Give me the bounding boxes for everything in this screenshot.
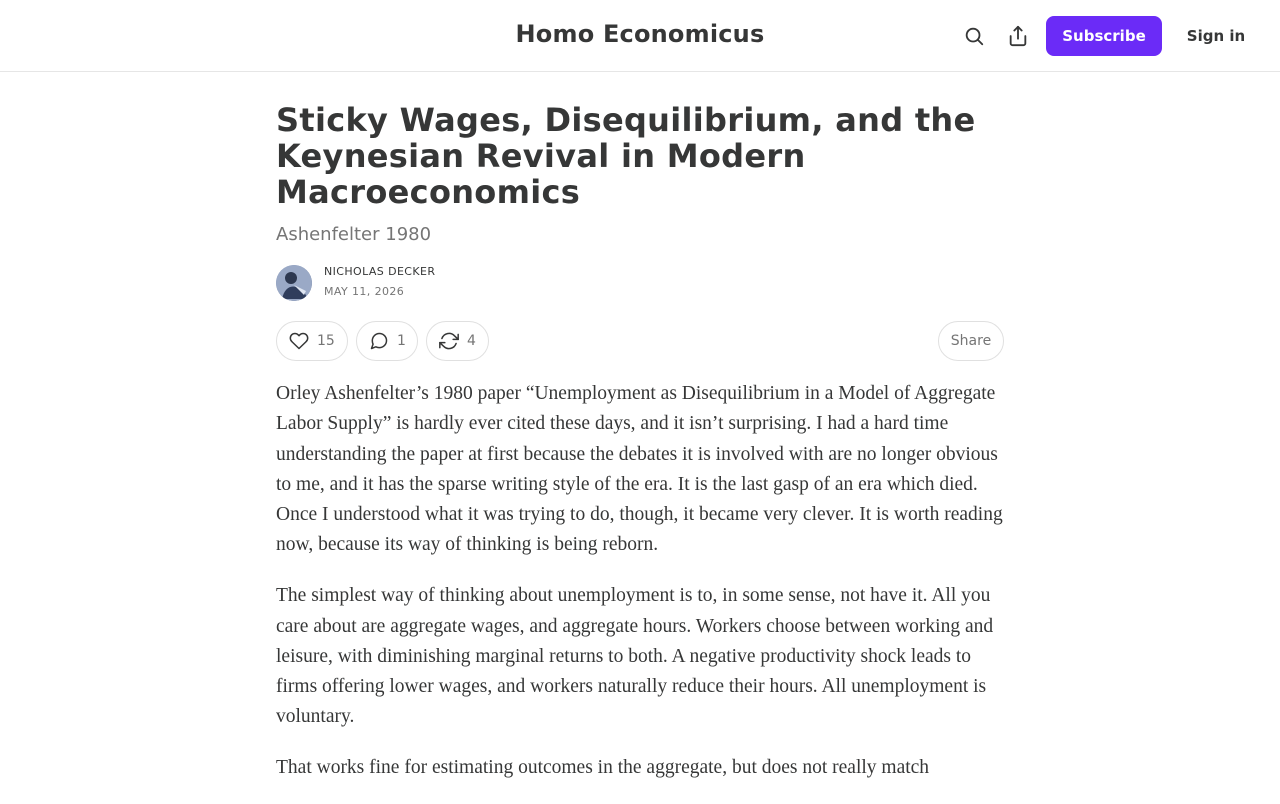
body-paragraph: The simplest way of thinking about unemployment is to, in some sense, not have it. All you care about are aggregate wages, and aggregate hours. Workers choose between working and leisure, with diminishing marginal returns to both. A negative productivity shock leads to firms offering lower wages, and workers naturally reduce their hours. All unemployment is voluntary. [276, 585, 994, 728]
restack-button[interactable] [426, 321, 489, 361]
body-paragraph: That works fine for estimating outcomes in the aggregate, but does not really match [276, 757, 930, 779]
byline [276, 265, 1004, 305]
restack-icon [439, 331, 459, 351]
post-subtitle: Ashenfelter 1980 [276, 224, 432, 245]
post-date: MAY 11, 2026 [324, 285, 405, 298]
share-upload-icon [1007, 25, 1029, 47]
share-publication-button[interactable] [1004, 22, 1032, 50]
author-name[interactable]: NICHOLAS DECKER [324, 265, 436, 278]
comment-count: 1 [397, 333, 406, 349]
avatar-image [276, 265, 312, 301]
top-bar [0, 0, 1280, 72]
sign-in-button[interactable]: Sign in [1176, 16, 1256, 56]
author-avatar[interactable] [276, 265, 312, 301]
comment-bubble-icon [369, 331, 389, 351]
like-count: 15 [317, 333, 335, 349]
post-content [276, 72, 1004, 804]
search-icon [963, 25, 985, 47]
subscribe-button[interactable]: Subscribe [1046, 16, 1162, 56]
like-button[interactable] [276, 321, 348, 361]
post-body [276, 379, 1004, 784]
publication-title[interactable]: Homo Economicus [515, 20, 765, 48]
comment-button[interactable] [356, 321, 418, 361]
search-button[interactable] [960, 22, 988, 50]
body-paragraph: Orley Ashenfelter’s 1980 paper “Unemployment as Disequilibrium in a Model of Aggregate Labor Supply” is hardly ever cited these days, and it isn’t surprising. I had a hard time understanding the paper at first because the debates it is involved with are no longer obvious to me, and it has the sparse writing style of the era. It is the last gasp of an era which died. Once I understood what it was trying to do, though, it became very clever. It is worth reading now, because its way of thinking is being reborn. [276, 383, 1003, 556]
share-label: Share [950, 333, 992, 349]
share-button[interactable] [938, 321, 1004, 361]
post-actions [276, 321, 1004, 361]
heart-icon [289, 331, 309, 351]
restack-count: 4 [467, 333, 476, 349]
post-title: Sticky Wages, Disequilibrium, and the Keynesian Revival in Modern Macroeconomics [276, 101, 976, 211]
